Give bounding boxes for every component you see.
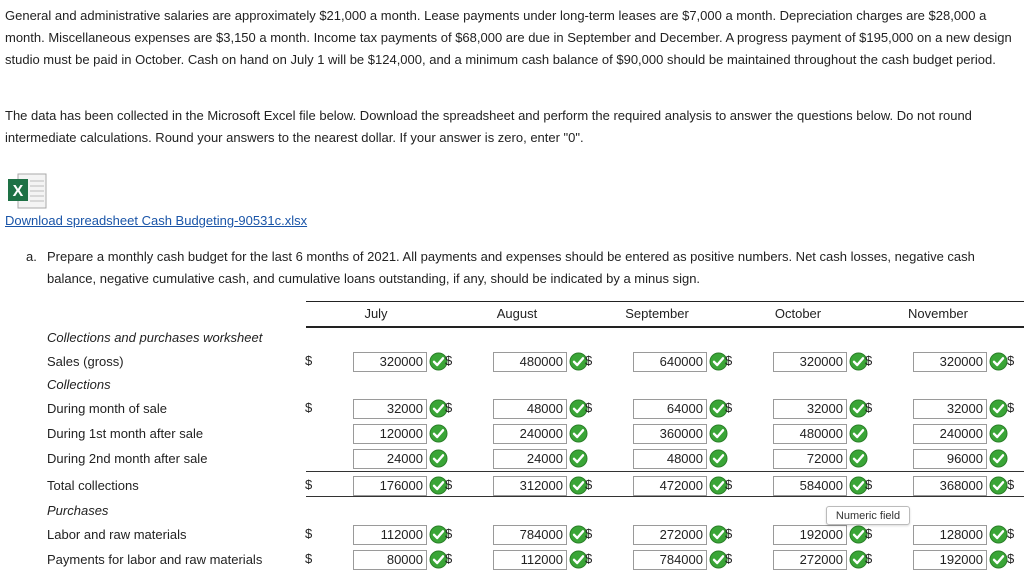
row-label-payments: Payments for labor and raw materials xyxy=(47,552,263,567)
correct-check-icon xyxy=(849,449,868,468)
currency-symbol: $ xyxy=(305,353,313,368)
row-label-worksheet: Collections and purchases worksheet xyxy=(47,330,263,345)
input-labor-november[interactable]: 128000 xyxy=(913,525,987,545)
input-second-month-august[interactable]: 24000 xyxy=(493,449,567,469)
currency-symbol: $ xyxy=(585,477,593,492)
numeric-field-tooltip: Numeric field xyxy=(826,506,910,525)
currency-symbol: $ xyxy=(725,526,733,541)
total-separator-line xyxy=(306,496,1024,497)
currency-symbol: $ xyxy=(445,400,453,415)
input-first-month-august[interactable]: 240000 xyxy=(493,424,567,444)
row-label-total: Total collections xyxy=(47,478,139,493)
correct-check-icon xyxy=(849,424,868,443)
column-header-october: October xyxy=(774,306,822,321)
intro-paragraph-1: General and administrative salaries are approximately $21,000 a month. Lease payments under long-term leases are $7,000 a month. Depreciation charges are $28,000 a month. Miscellaneous expenses are $3,150 a month. Income tax payments of $68,000 are due in September and December. A progress payment of $195,000 on a new design studio must be paid in October. Cash on hand on July 1 will be $124,000, and a minimum cash balance of $90,000 should be maintained throughout the cash budget period. xyxy=(5,8,1012,67)
input-during-month-august[interactable]: 48000 xyxy=(493,399,567,419)
input-second-month-october[interactable]: 72000 xyxy=(773,449,847,469)
column-header-july: July xyxy=(364,306,388,321)
currency-symbol: $ xyxy=(1007,400,1015,415)
input-second-month-july[interactable]: 24000 xyxy=(353,449,427,469)
currency-symbol: $ xyxy=(305,477,313,492)
correct-check-icon xyxy=(429,424,448,443)
input-labor-october[interactable]: 192000 xyxy=(773,525,847,545)
currency-symbol: $ xyxy=(305,400,313,415)
currency-symbol: $ xyxy=(445,526,453,541)
currency-symbol: $ xyxy=(865,400,873,415)
currency-symbol: $ xyxy=(445,551,453,566)
currency-symbol: $ xyxy=(1007,551,1015,566)
row-label-first-month: During 1st month after sale xyxy=(47,426,204,441)
input-first-month-july[interactable]: 120000 xyxy=(353,424,427,444)
currency-symbol: $ xyxy=(585,400,593,415)
input-payments-october[interactable]: 272000 xyxy=(773,550,847,570)
correct-check-icon xyxy=(989,550,1008,569)
row-label-during-month: During month of sale xyxy=(47,401,167,416)
row-label-labor: Labor and raw materials xyxy=(47,527,187,542)
input-sales-october[interactable]: 320000 xyxy=(773,352,847,372)
input-payments-september[interactable]: 784000 xyxy=(633,550,707,570)
input-during-month-october[interactable]: 32000 xyxy=(773,399,847,419)
input-total-october[interactable]: 584000 xyxy=(773,476,847,496)
currency-symbol: $ xyxy=(725,400,733,415)
input-total-july[interactable]: 176000 xyxy=(353,476,427,496)
table-header-line xyxy=(306,326,1024,328)
currency-symbol: $ xyxy=(725,477,733,492)
currency-symbol: $ xyxy=(585,353,593,368)
currency-symbol: $ xyxy=(725,353,733,368)
currency-symbol: $ xyxy=(585,526,593,541)
excel-file-icon[interactable] xyxy=(6,173,48,209)
input-total-august[interactable]: 312000 xyxy=(493,476,567,496)
currency-symbol: $ xyxy=(445,353,453,368)
correct-check-icon xyxy=(569,449,588,468)
input-first-month-september[interactable]: 360000 xyxy=(633,424,707,444)
input-sales-july[interactable]: 320000 xyxy=(353,352,427,372)
input-payments-august[interactable]: 112000 xyxy=(493,550,567,570)
currency-symbol: $ xyxy=(1007,477,1015,492)
table-top-line xyxy=(306,301,1024,302)
input-payments-november[interactable]: 192000 xyxy=(913,550,987,570)
correct-check-icon xyxy=(429,449,448,468)
column-header-september: September xyxy=(625,306,689,321)
input-second-month-november[interactable]: 96000 xyxy=(913,449,987,469)
input-during-month-november[interactable]: 32000 xyxy=(913,399,987,419)
correct-check-icon xyxy=(709,424,728,443)
input-sales-september[interactable]: 640000 xyxy=(633,352,707,372)
currency-symbol: $ xyxy=(305,551,313,566)
currency-symbol: $ xyxy=(305,526,313,541)
input-total-september[interactable]: 472000 xyxy=(633,476,707,496)
input-sales-november[interactable]: 320000 xyxy=(913,352,987,372)
row-label-second-month: During 2nd month after sale xyxy=(47,451,208,466)
column-header-november: November xyxy=(908,306,968,321)
currency-symbol: $ xyxy=(1007,526,1015,541)
correct-check-icon xyxy=(989,399,1008,418)
input-labor-july[interactable]: 112000 xyxy=(353,525,427,545)
input-first-month-october[interactable]: 480000 xyxy=(773,424,847,444)
input-labor-august[interactable]: 784000 xyxy=(493,525,567,545)
currency-symbol: $ xyxy=(585,551,593,566)
svg-text:X: X xyxy=(12,183,24,200)
question-text: Prepare a monthly cash budget for the last 6 months of 2021. All payments and expenses should be entered as positive numbers. Net cash losses, negative cash balance, negative cumulative cash, and cumulative loans outstanding, if any, should be indicated by a minus sign. xyxy=(47,249,975,286)
correct-check-icon xyxy=(989,476,1008,495)
currency-symbol: $ xyxy=(1007,353,1015,368)
correct-check-icon xyxy=(989,424,1008,443)
correct-check-icon xyxy=(989,449,1008,468)
input-during-month-july[interactable]: 32000 xyxy=(353,399,427,419)
currency-symbol: $ xyxy=(445,477,453,492)
currency-symbol: $ xyxy=(865,353,873,368)
row-label-sales: Sales (gross) xyxy=(47,354,124,369)
question-label: a. xyxy=(26,249,37,264)
input-during-month-september[interactable]: 64000 xyxy=(633,399,707,419)
currency-symbol: $ xyxy=(865,526,873,541)
correct-check-icon xyxy=(989,525,1008,544)
total-separator-line xyxy=(306,471,1024,472)
intro-paragraph-2: The data has been collected in the Microsoft Excel file below. Download the spreadsheet and perform the required analysis to answer the questions below. Do not round intermediate calculations. Round your answers to the nearest dollar. If your answer is zero, enter "0". xyxy=(5,108,972,145)
input-sales-august[interactable]: 480000 xyxy=(493,352,567,372)
row-label-purchases: Purchases xyxy=(47,503,109,518)
currency-symbol: $ xyxy=(865,477,873,492)
currency-symbol: $ xyxy=(725,551,733,566)
input-payments-july[interactable]: 80000 xyxy=(353,550,427,570)
column-header-august: August xyxy=(496,306,538,321)
correct-check-icon xyxy=(709,449,728,468)
correct-check-icon xyxy=(569,424,588,443)
correct-check-icon xyxy=(989,352,1008,371)
input-labor-september[interactable]: 272000 xyxy=(633,525,707,545)
currency-symbol: $ xyxy=(865,551,873,566)
download-spreadsheet-link[interactable]: Download spreadsheet Cash Budgeting-90531c.xlsx xyxy=(5,213,308,228)
input-first-month-november[interactable]: 240000 xyxy=(913,424,987,444)
row-label-collections: Collections xyxy=(47,377,111,392)
input-total-november[interactable]: 368000 xyxy=(913,476,987,496)
input-second-month-september[interactable]: 48000 xyxy=(633,449,707,469)
